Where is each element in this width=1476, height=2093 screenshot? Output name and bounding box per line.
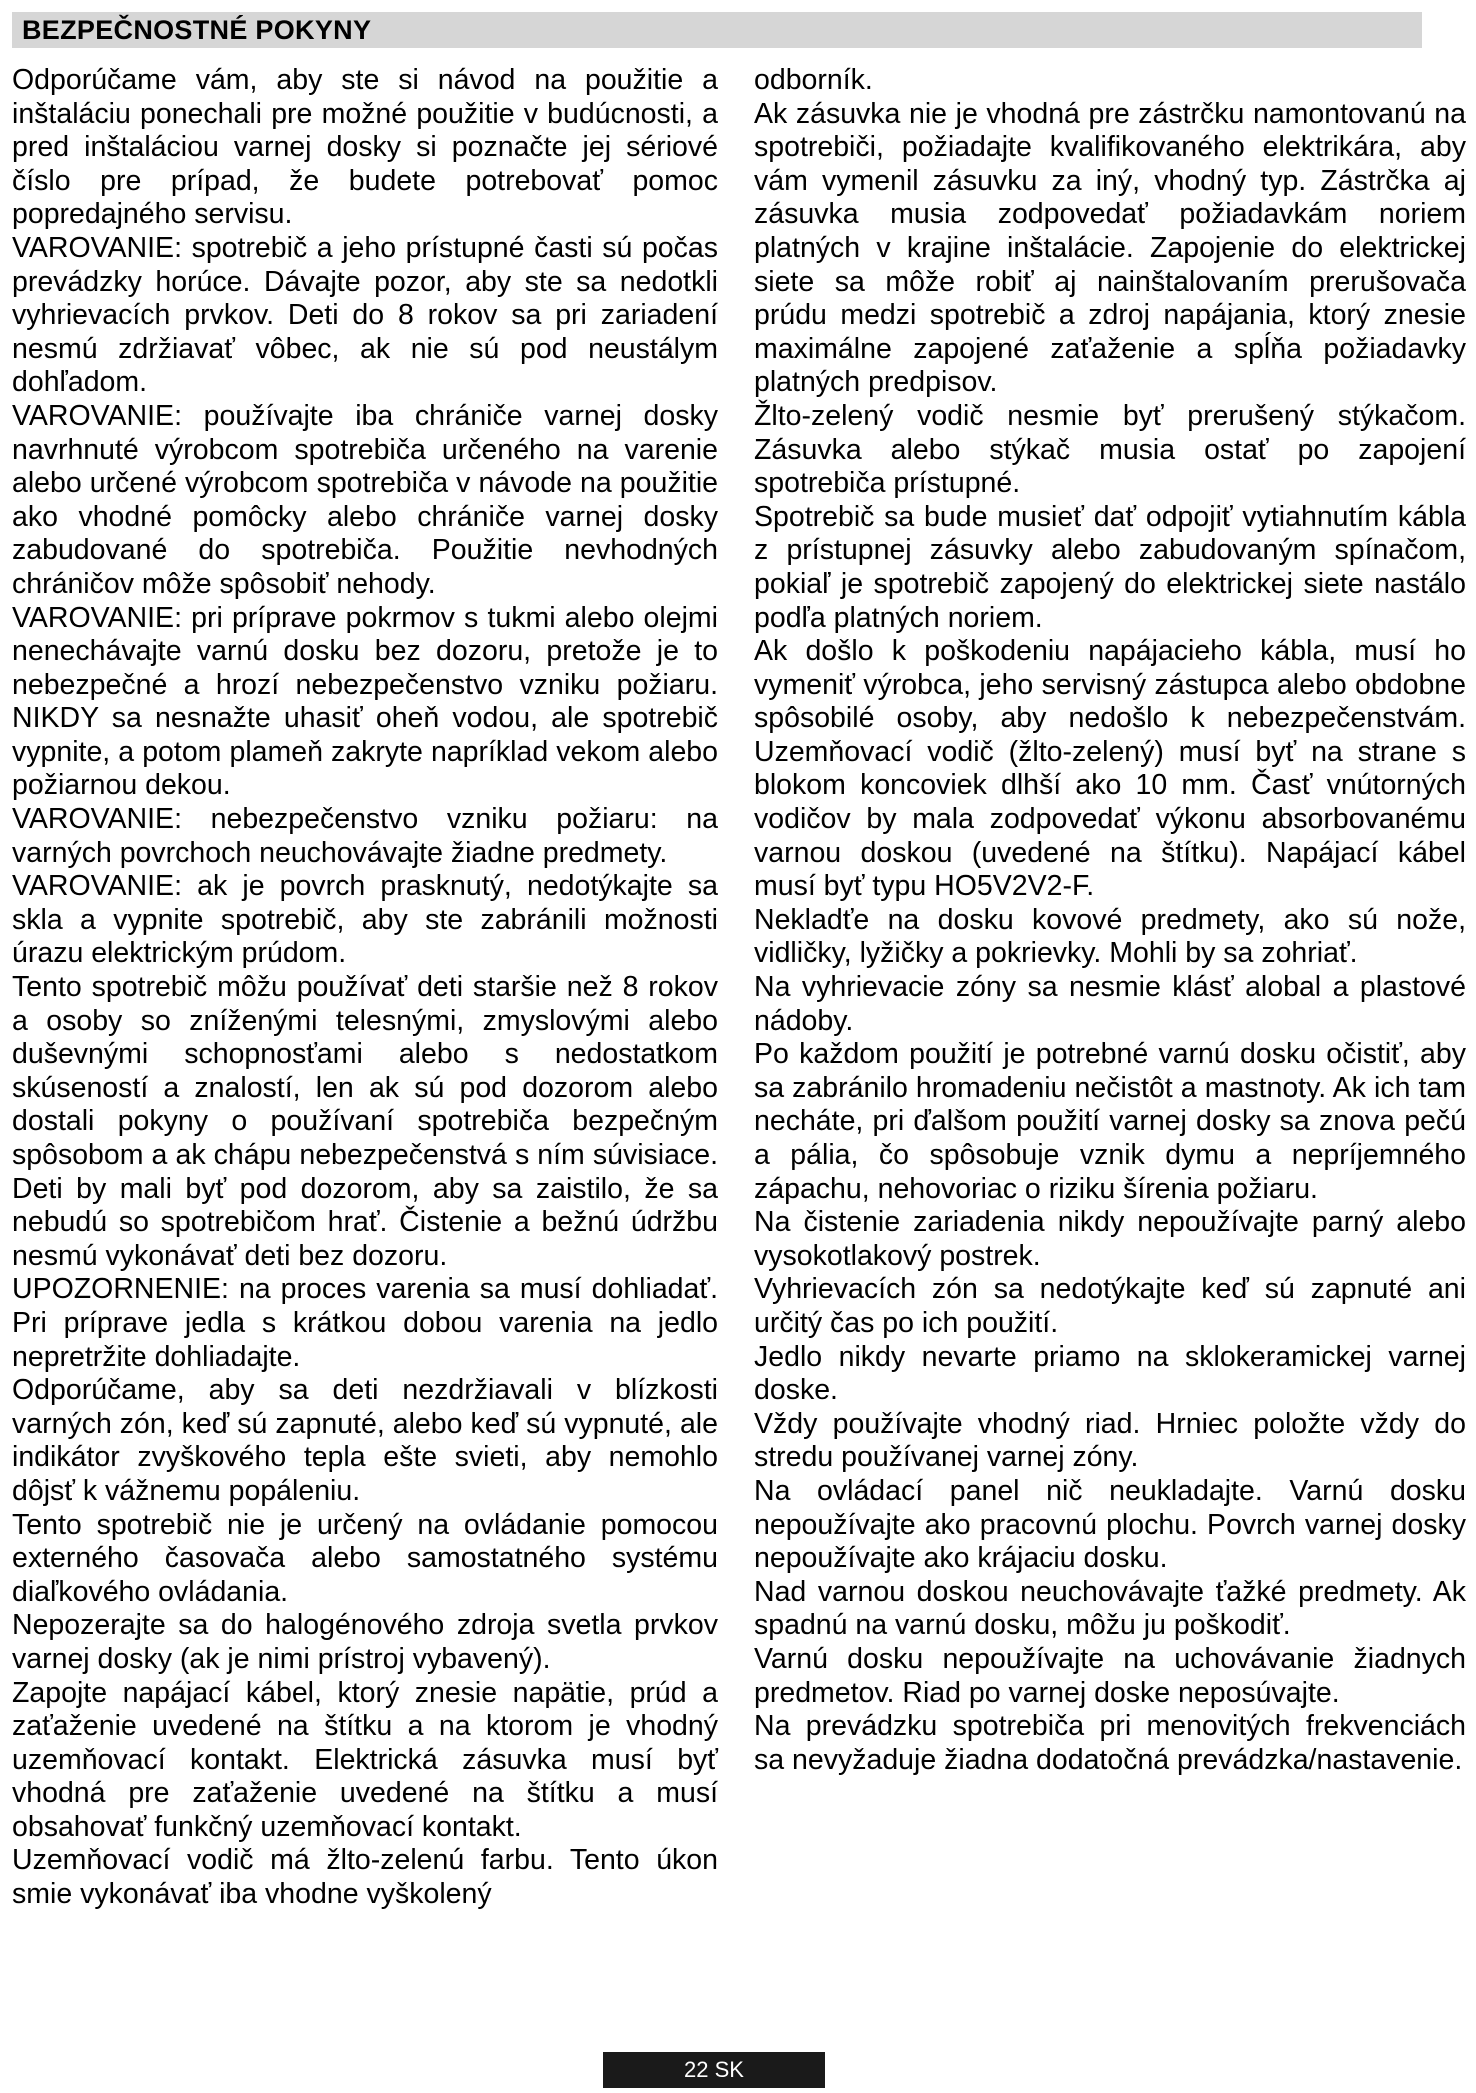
paragraph: Zapojte napájací kábel, ktorý znesie napätie, prúd a zaťaženie uvedené na štítku a na ktorom je vhodný uzemňovací kontakt. Elektrická zásuvka musí byť vhodná pre zaťaženie uvedené na štítku a musí obsahovať funkčný uzemňovací kontakt. [12,1676,718,1843]
paragraph: Jedlo nikdy nevarte priamo na sklokeramickej varnej doske. [754,1340,1466,1407]
paragraph: Na ovládací panel nič neukladajte. Varnú dosku nepoužívajte ako pracovnú plochu. Povrch varnej dosky nepoužívajte ako krájaciu dosku. [754,1474,1466,1575]
paragraph: Tento spotrebič nie je určený na ovládanie pomocou externého časovača alebo samostatného systému diaľkového ovládania. [12,1508,718,1608]
paragraph: Vyhrievacích zón sa nedotýkajte keď sú zapnuté ani určitý čas po ich použití. [754,1273,1466,1339]
paragraph: Tento spotrebič môžu používať deti staršie než 8 rokov a osoby so zníženými telesnými, zmyslovými alebo duševnými schopnosťami alebo s nedostatkom skúseností a znalostí, len ak sú pod dozorom alebo dostali pokyny o používaní spotrebiča bezpečným spôsobom a ak chápu nebezpečenstvá s ním súvisiace. Deti by mali byť pod dozorom, aby sa zaistilo, že sa nebudú so spotrebičom hrať. Čistenie a bežnú údržbu nesmú vykonávať deti bez dozoru. [12,971,718,1272]
paragraph: Na vyhrievacie zóny sa nesmie klásť alobal a plastové nádoby. [754,971,1466,1037]
paragraph: Ak došlo k poškodeniu napájacieho kábla, musí ho vymeniť výrobca, jeho servisný zástupca alebo obdobne spôsobilé osoby, aby nedošlo k nebezpečenstvám. Uzemňovací vodič (žlto-zelený) musí byť na strane s blokom koncoviek dlhší ako 10 mm. Časť vnútorných vodičov by mala zodpovedať výkonu absorbovanému varnou doskou (uvedené na štítku). Napájací kábel musí byť typu HO5V2V2-F. [754,635,1466,903]
paragraph: Na čistenie zariadenia nikdy nepoužívajte parný alebo vysokotlakový postrek. [754,1206,1466,1272]
paragraph: VAROVANIE: pri príprave pokrmov s tukmi alebo olejmi nenechávajte varnú dosku bez dozoru, pretože je to nebezpečné a hrozí nebezpečenstvo vzniku požiaru. NIKDY sa nesnažte uhasiť oheň vodou, ale spotrebič vypnite, a potom plameň zakryte napríklad vekom alebo požiarnou dekou. [12,601,718,802]
paragraph: odborník. [754,64,873,96]
paragraph: VAROVANIE: nebezpečenstvo vzniku požiaru: na varných povrchoch neuchovávajte žiadne predmety. [12,803,718,869]
left-column [12,64,718,1912]
paragraph: Nepozerajte sa do halogénového zdroja svetla prvkov varnej dosky (ak je nimi prístroj vybavený). [12,1609,718,1675]
paragraph: VAROVANIE: používajte iba chrániče varnej dosky navrhnuté výrobcom spotrebiča určeného na varenie alebo určené výrobcom spotrebiča v návode na použitie ako vhodné pomôcky alebo chrániče varnej dosky zabudované do spotrebiča. Použitie nevhodných chráničov môže spôsobiť nehody. [12,399,718,600]
section-title: BEZPEČNOSTNÉ POKYNY [22,15,372,45]
paragraph: UPOZORNENIE: na proces varenia sa musí dohliadať. Pri príprave jedla s krátkou dobou varenia na jedlo nepretržite dohliadajte. [12,1273,718,1373]
paragraph: Ak zásuvka nie je vhodná pre zástrčku namontovanú na spotrebiči, požiadajte kvalifikovaného elektrikára, aby vám vymenil zásuvku za iný, vhodný typ. Zástrčka aj zásuvka musia zodpovedať požiadavkám noriem platných v krajine inštalácie. Zapojenie do elektrickej siete sa môže robiť aj nainštalovaním prerušovača prúdu medzi spotrebič a zdroj napájania, ktorý znesie maximálne zapojené zaťaženie a spĺňa požiadavky platných predpisov. [754,97,1466,399]
paragraph: Nad varnou doskou neuchovávajte ťažké predmety. Ak spadnú na varnú dosku, môžu ju poškodiť. [754,1575,1466,1642]
paragraph: VAROVANIE: spotrebič a jeho prístupné časti sú počas prevádzky horúce. Dávajte pozor, aby ste sa nedotkli vyhrievacích prvkov. Deti do 8 rokov sa pri zariadení nesmú zdržiavať vôbec, ak nie sú pod neustálym dohľadom. [12,231,718,399]
paragraph: VAROVANIE: ak je povrch prasknutý, nedotýkajte sa skla a vypnite spotrebič, aby ste zabránili možnosti úrazu elektrickým prúdom. [12,870,718,970]
page-number: 22 SK [603,2052,825,2088]
paragraph: Po každom použití je potrebné varnú dosku očistiť, aby sa zabránilo hromadeniu nečistôt a mastnoty. Ak ich tam necháte, pri ďalšom použití varnej dosky sa znova pečú a pália, čo spôsobuje vznik dymu a nepríjemného zápachu, nehovoriac o riziku šírenia požiaru. [754,1038,1466,1205]
paragraph: Uzemňovací vodič má žlto-zelenú farbu. Tento úkon smie vykonávať iba vhodne vyškolený [12,1844,718,1911]
paragraph: Odporúčame, aby sa deti nezdržiavali v blízkosti varných zón, keď sú zapnuté, alebo keď sú vypnuté, ale indikátor zvyškového tepla ešte svieti, aby nemohlo dôjsť k vážnemu popáleniu. [12,1374,718,1507]
paragraph: Spotrebič sa bude musieť dať odpojiť vytiahnutím kábla z prístupnej zásuvky alebo zabudovaným spínačom, pokiaľ je spotrebič zapojený do elektrickej siete nastálo podľa platných noriem. [754,500,1466,634]
paragraph: Žlto-zelený vodič nesmie byť prerušený stýkačom. Zásuvka alebo stýkač musia ostať po zapojení spotrebiča prístupné. [754,399,1466,500]
paragraph: Na prevádzku spotrebiča pri menovitých frekvenciách sa nevyžaduje žiadna dodatočná prevádzka/nastavenie. [754,1710,1466,1776]
paragraph: Odporúčame vám, aby ste si návod na použitie a inštaláciu ponechali pre možné použitie v budúcnosti, a pred inštaláciou varnej dosky si poznačte jej sériové číslo pre prípad, že budete potrebovať pomoc popredajného servisu. [12,64,718,231]
paragraph: Varnú dosku nepoužívajte na uchovávanie žiadnych predmetov. Riad po varnej doske neposúvajte. [754,1642,1466,1709]
paragraph: Vždy používajte vhodný riad. Hrniec položte vždy do stredu používanej varnej zóny. [754,1407,1466,1474]
right-column [754,64,1466,1777]
paragraph: Nekladťe na dosku kovové predmety, ako sú nože, vidličky, lyžičky a pokrievky. Mohli by sa zohriať. [754,903,1466,970]
